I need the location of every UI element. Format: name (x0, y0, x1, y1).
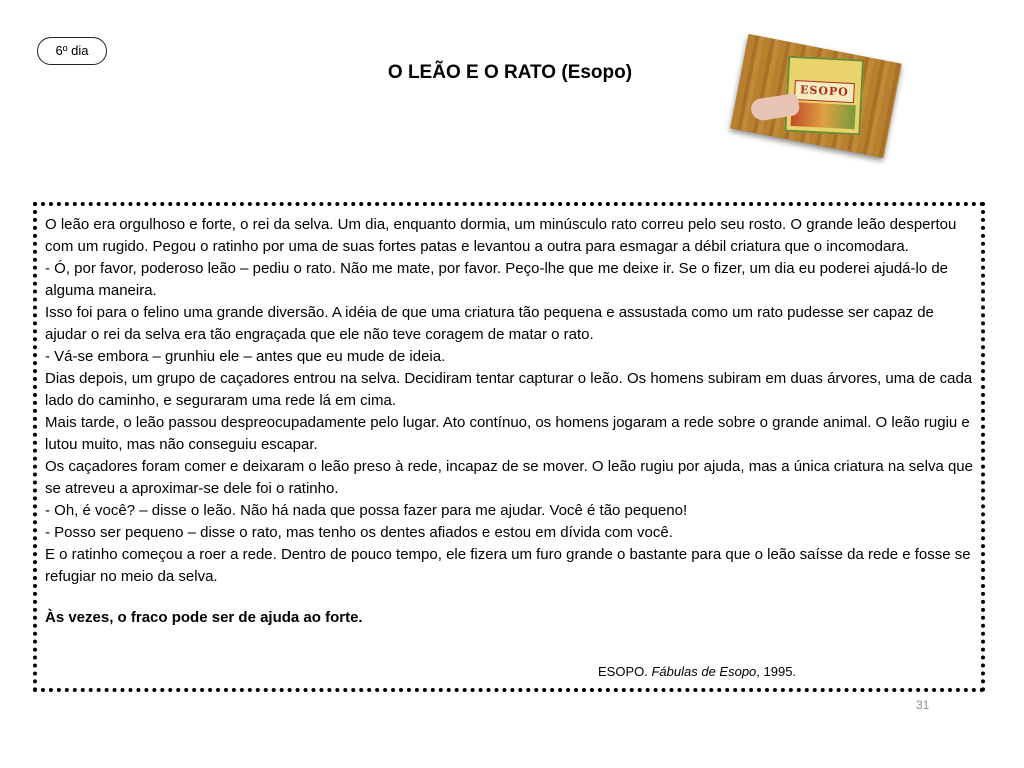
story-paragraph: - Ó, por favor, poderoso leão – pediu o rato. Não me mate, por favor. Peço-lhe que me deixe ir. Se o fizer, um dia eu poderei ajudá-lo de alguma maneira. (45, 260, 949, 299)
citation-work: Fábulas de Esopo (651, 664, 757, 679)
story-box (33, 202, 985, 692)
page-number: 31 (916, 698, 930, 712)
story-paragraph: Os caçadores foram comer e deixaram o leão preso à rede, incapaz de se mover. O leão rugiu por ajuda, mas a única criatura na selva que se atreveu a aproximar-se dele foi o ratinho. (45, 458, 973, 497)
story-paragraph: Dias depois, um grupo de caçadores entrou na selva. Decidiram tentar capturar o leão. Os homens subiram em duas árvores, uma de cada lado do caminho, e seguraram uma rede lá em cima. (45, 370, 973, 409)
story-paragraph: E o ratinho começou a roer a rede. Dentro de pouco tempo, ele fizera um furo grande o bastante para que o leão saísse da rede e fosse se refugiar no meio da selva. (45, 546, 971, 585)
book-illustration (791, 102, 856, 129)
citation (598, 664, 796, 679)
story-paragraph: O leão era orgulhoso e forte, o rei da selva. Um dia, enquanto dormia, um minúsculo rato correu pelo seu rosto. O grande leão despertou com um rugido. Pegou o ratinho por uma de suas fortes patas e levantou a outra para esmagar a débil criatura que o incomodara. (45, 216, 957, 255)
story-moral: Às vezes, o fraco pode ser de ajuda ao forte. (45, 609, 363, 626)
citation-author: ESOPO. (598, 664, 648, 679)
story-paragraph: Mais tarde, o leão passou despreocupadamente pelo lugar. Ato contínuo, os homens jogaram a rede sobre o grande animal. O leão rugiu e lutou muito, mas não conseguiu escapar. (45, 414, 970, 453)
citation-year: , 1995. (756, 664, 797, 679)
book-title: ESOPO (794, 80, 855, 103)
story-paragraph: - Oh, é você? – disse o leão. Não há nada que possa fazer para me ajudar. Você é tão pequeno! (45, 502, 688, 519)
story-paragraph: - Vá-se embora – grunhiu ele – antes que eu mude de ideia. (45, 348, 446, 365)
page-title: O LEÃO E O RATO (Esopo) (387, 62, 633, 83)
day-badge: 6º dia (37, 37, 107, 65)
story-paragraph: - Posso ser pequeno – disse o rato, mas tenho os dentes afiados e estou em dívida com você. (45, 524, 673, 541)
book-photo (730, 34, 901, 158)
story-paragraph: Isso foi para o felino uma grande diversão. A idéia de que uma criatura tão pequena e assustada como um rato pudesse ser capaz de ajudar o rei da selva era tão engraçada que ele não teve coragem de matar o rato. (45, 304, 934, 343)
